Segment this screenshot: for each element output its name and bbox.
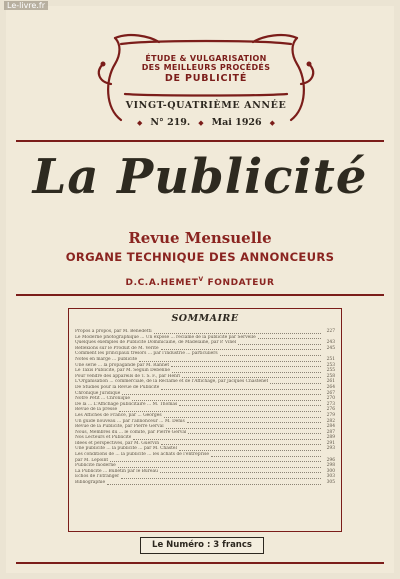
- toc-entry-text: Échos de l'Étranger: [75, 474, 120, 480]
- toc-entry-text: De Studies pour la Revue de Publicité: [75, 384, 160, 390]
- toc-entry-text: Les conditions de ... la publicité ... les achats de l'entreprise: [75, 452, 209, 458]
- toc-entry-text: Une publicité ... la publicité ... par M. Chastel: [75, 446, 177, 452]
- toc-entry-page: 267: [326, 390, 335, 396]
- toc-entry-text: Notre Petit ... Chronique: [75, 396, 131, 402]
- toc-leader-dots: [161, 444, 321, 445]
- toc-leader-dots: [133, 439, 321, 440]
- toc-leader-dots: [188, 433, 321, 434]
- diamond-ornament-icon: ◆: [136, 118, 143, 127]
- toc-leader-dots: [107, 484, 321, 485]
- toc-leader-dots: [118, 467, 321, 468]
- toc-entry-page: 253: [326, 362, 335, 368]
- toc-entry-page: 273: [326, 401, 335, 407]
- toc-leader-dots: [182, 377, 321, 378]
- toc-leader-dots: [220, 355, 321, 356]
- toc-leader-dots: [122, 394, 321, 395]
- toc-leader-dots: [121, 478, 321, 479]
- toc-entry-page: 298: [326, 463, 335, 469]
- issue-date: Mai 1926: [211, 117, 262, 128]
- magazine-cover: [6, 6, 394, 573]
- toc-entry-text: par M. Lepoint: [75, 457, 109, 463]
- toc-entry-page: 270: [326, 396, 335, 402]
- toc-entry-text: Un guide nouveau ... par l'annonceur ... M. Denis: [75, 418, 185, 424]
- diamond-ornament-icon: ◆: [198, 118, 204, 127]
- toc-entry-page: 287: [326, 429, 335, 435]
- toc-leader-dots: [154, 333, 321, 334]
- toc-leader-dots: [187, 422, 321, 423]
- toc-leader-dots: [211, 456, 321, 457]
- toc-entry-text: Chronique Juridique: [75, 390, 121, 396]
- toc-entry-text: L'Organisation ... commerciale, de la Réclame et de l'Affichage, par Jacques Chastenet: [75, 379, 269, 385]
- toc-entry-page: 264: [326, 384, 335, 390]
- toc-entry-page: 282: [326, 418, 335, 424]
- issue-year: VINGT-QUATRIÈME ANNÉE: [125, 100, 287, 111]
- toc-leader-dots: [132, 400, 321, 401]
- toc-leader-dots: [110, 461, 321, 462]
- toc-entry-page: 303: [326, 474, 335, 480]
- toc-entry-text: La Publicité ... Bulletin par le Bureau: [75, 468, 158, 474]
- toc-leader-dots: [164, 417, 321, 418]
- toc-entry-text: Quelques exemples de Publicité Dominicaine, de Madelaine, par P. Vinel: [75, 340, 237, 346]
- toc-entry-text: Comment les principaux trésors ... par l'industrie ... particuliers: [75, 351, 218, 357]
- toc-entry-page: 243: [326, 340, 335, 346]
- founder-suffix: V: [198, 276, 204, 283]
- toc-entry-page: 251: [326, 356, 335, 362]
- toc-leader-dots: [119, 411, 321, 412]
- toc-leader-dots: [166, 428, 321, 429]
- toc-entry-text: Notes en marge ... publicité: [75, 356, 138, 362]
- issue-number-date: [92, 117, 320, 129]
- issue-number: N° 219.: [150, 117, 191, 128]
- toc-leader-dots: [160, 472, 321, 473]
- toc-leader-dots: [270, 383, 321, 384]
- toc-entry-page: 276: [326, 407, 335, 413]
- toc-entry-text: Nous, Membres du ... le comité, par Pierre Gerval: [75, 429, 187, 435]
- toc-entry-page: 293: [326, 446, 335, 452]
- tagline-line-3: DE PUBLICITÉ: [164, 72, 248, 84]
- toc-entry-page: 258: [326, 373, 335, 379]
- toc-entry-text: Publicité moderne: [75, 463, 116, 469]
- toc-entry-text: Réflexions sur le Produit de M. Vérité: [75, 345, 159, 351]
- toc-entry-text: Les Affiches de France, par ... Georges: [75, 412, 162, 418]
- tagline-line-1: ÉTUDE & VULGARISATION: [145, 53, 267, 63]
- toc-entry-text: Une série ... la propagande par M. Rannet: [75, 362, 170, 368]
- toc-list: [75, 329, 335, 486]
- toc-entry-text: Idées et perspectives, par M. Guervin: [75, 440, 160, 446]
- toc-entry-page: 245: [326, 345, 335, 351]
- issue-info: [92, 94, 320, 136]
- toc-entry-page: 289: [326, 435, 335, 441]
- toc-entry-text: Propos à propos, par M. Benedetti: [75, 329, 152, 334]
- toc-entry-page: 284: [326, 424, 335, 430]
- bottom-divider: [16, 562, 384, 564]
- toc-entry-text: Pour vendre des appareils de T. S. F., par Henri: [75, 373, 181, 379]
- toc-leader-dots: [179, 405, 321, 406]
- header-tagline: [121, 46, 291, 92]
- toc-leader-dots: [139, 361, 321, 362]
- toc-entry-page: 300: [326, 468, 335, 474]
- toc-leader-dots: [171, 366, 321, 367]
- table-of-contents: [68, 308, 342, 532]
- toc-leader-dots: [238, 344, 321, 345]
- toc-entry-page: 261: [326, 379, 335, 385]
- sommaire-heading: SOMMAIRE: [171, 313, 239, 324]
- magazine-tagline: ORGANE TECHNIQUE DES ANNONCEURS: [65, 250, 335, 264]
- toc-entry-text: Le Moderne photographique ... Un exposé ... réclame de la publicité par Servelle: [75, 334, 256, 340]
- founder-name: D.C.A.HEMET: [125, 278, 199, 288]
- toc-entry: [75, 480, 335, 486]
- top-divider: [16, 140, 384, 142]
- founder-line: [6, 276, 394, 288]
- magazine-title: La Publicité: [32, 149, 368, 205]
- toc-entry-text: De la ... L'Affichage publicitaire ... M. Thomas: [75, 401, 178, 407]
- toc-leader-dots: [172, 372, 321, 373]
- toc-leader-dots: [258, 338, 321, 339]
- middle-divider: [16, 294, 384, 296]
- price-label: Le Numéro : 3 francs: [140, 537, 264, 554]
- toc-entry-text: Le Taxis Publicité, par M. Seguin Debenne: [75, 368, 170, 374]
- toc-entry-text: Nos Lecteurs et Publicité: [75, 435, 132, 441]
- magazine-subtitle: Revue Mensuelle: [128, 229, 272, 247]
- toc-entry-text: Revue de la Publicité, par Pierre Gerval: [75, 424, 164, 430]
- toc-leader-dots: [161, 389, 321, 390]
- toc-entry-text: Bibliographie: [75, 480, 106, 486]
- toc-entry-page: 305: [326, 480, 335, 486]
- diamond-ornament-icon: ◆: [269, 118, 276, 127]
- toc-entry-page: 296: [326, 457, 335, 463]
- toc-entry-page: 227: [326, 329, 335, 334]
- watermark-label: Le-livre.fr: [4, 1, 48, 10]
- toc-entry-page: 291: [326, 440, 335, 446]
- tagline-line-2: DES MEILLEURS PROCÉDÉS: [141, 63, 271, 73]
- toc-leader-dots: [179, 450, 321, 451]
- toc-entry-text: Revue de la presse: [75, 407, 118, 413]
- toc-entry-page: 255: [326, 368, 335, 374]
- toc-leader-dots: [161, 349, 321, 350]
- toc-entry-page: 279: [326, 412, 335, 418]
- founder-role: FONDATEUR: [207, 278, 275, 288]
